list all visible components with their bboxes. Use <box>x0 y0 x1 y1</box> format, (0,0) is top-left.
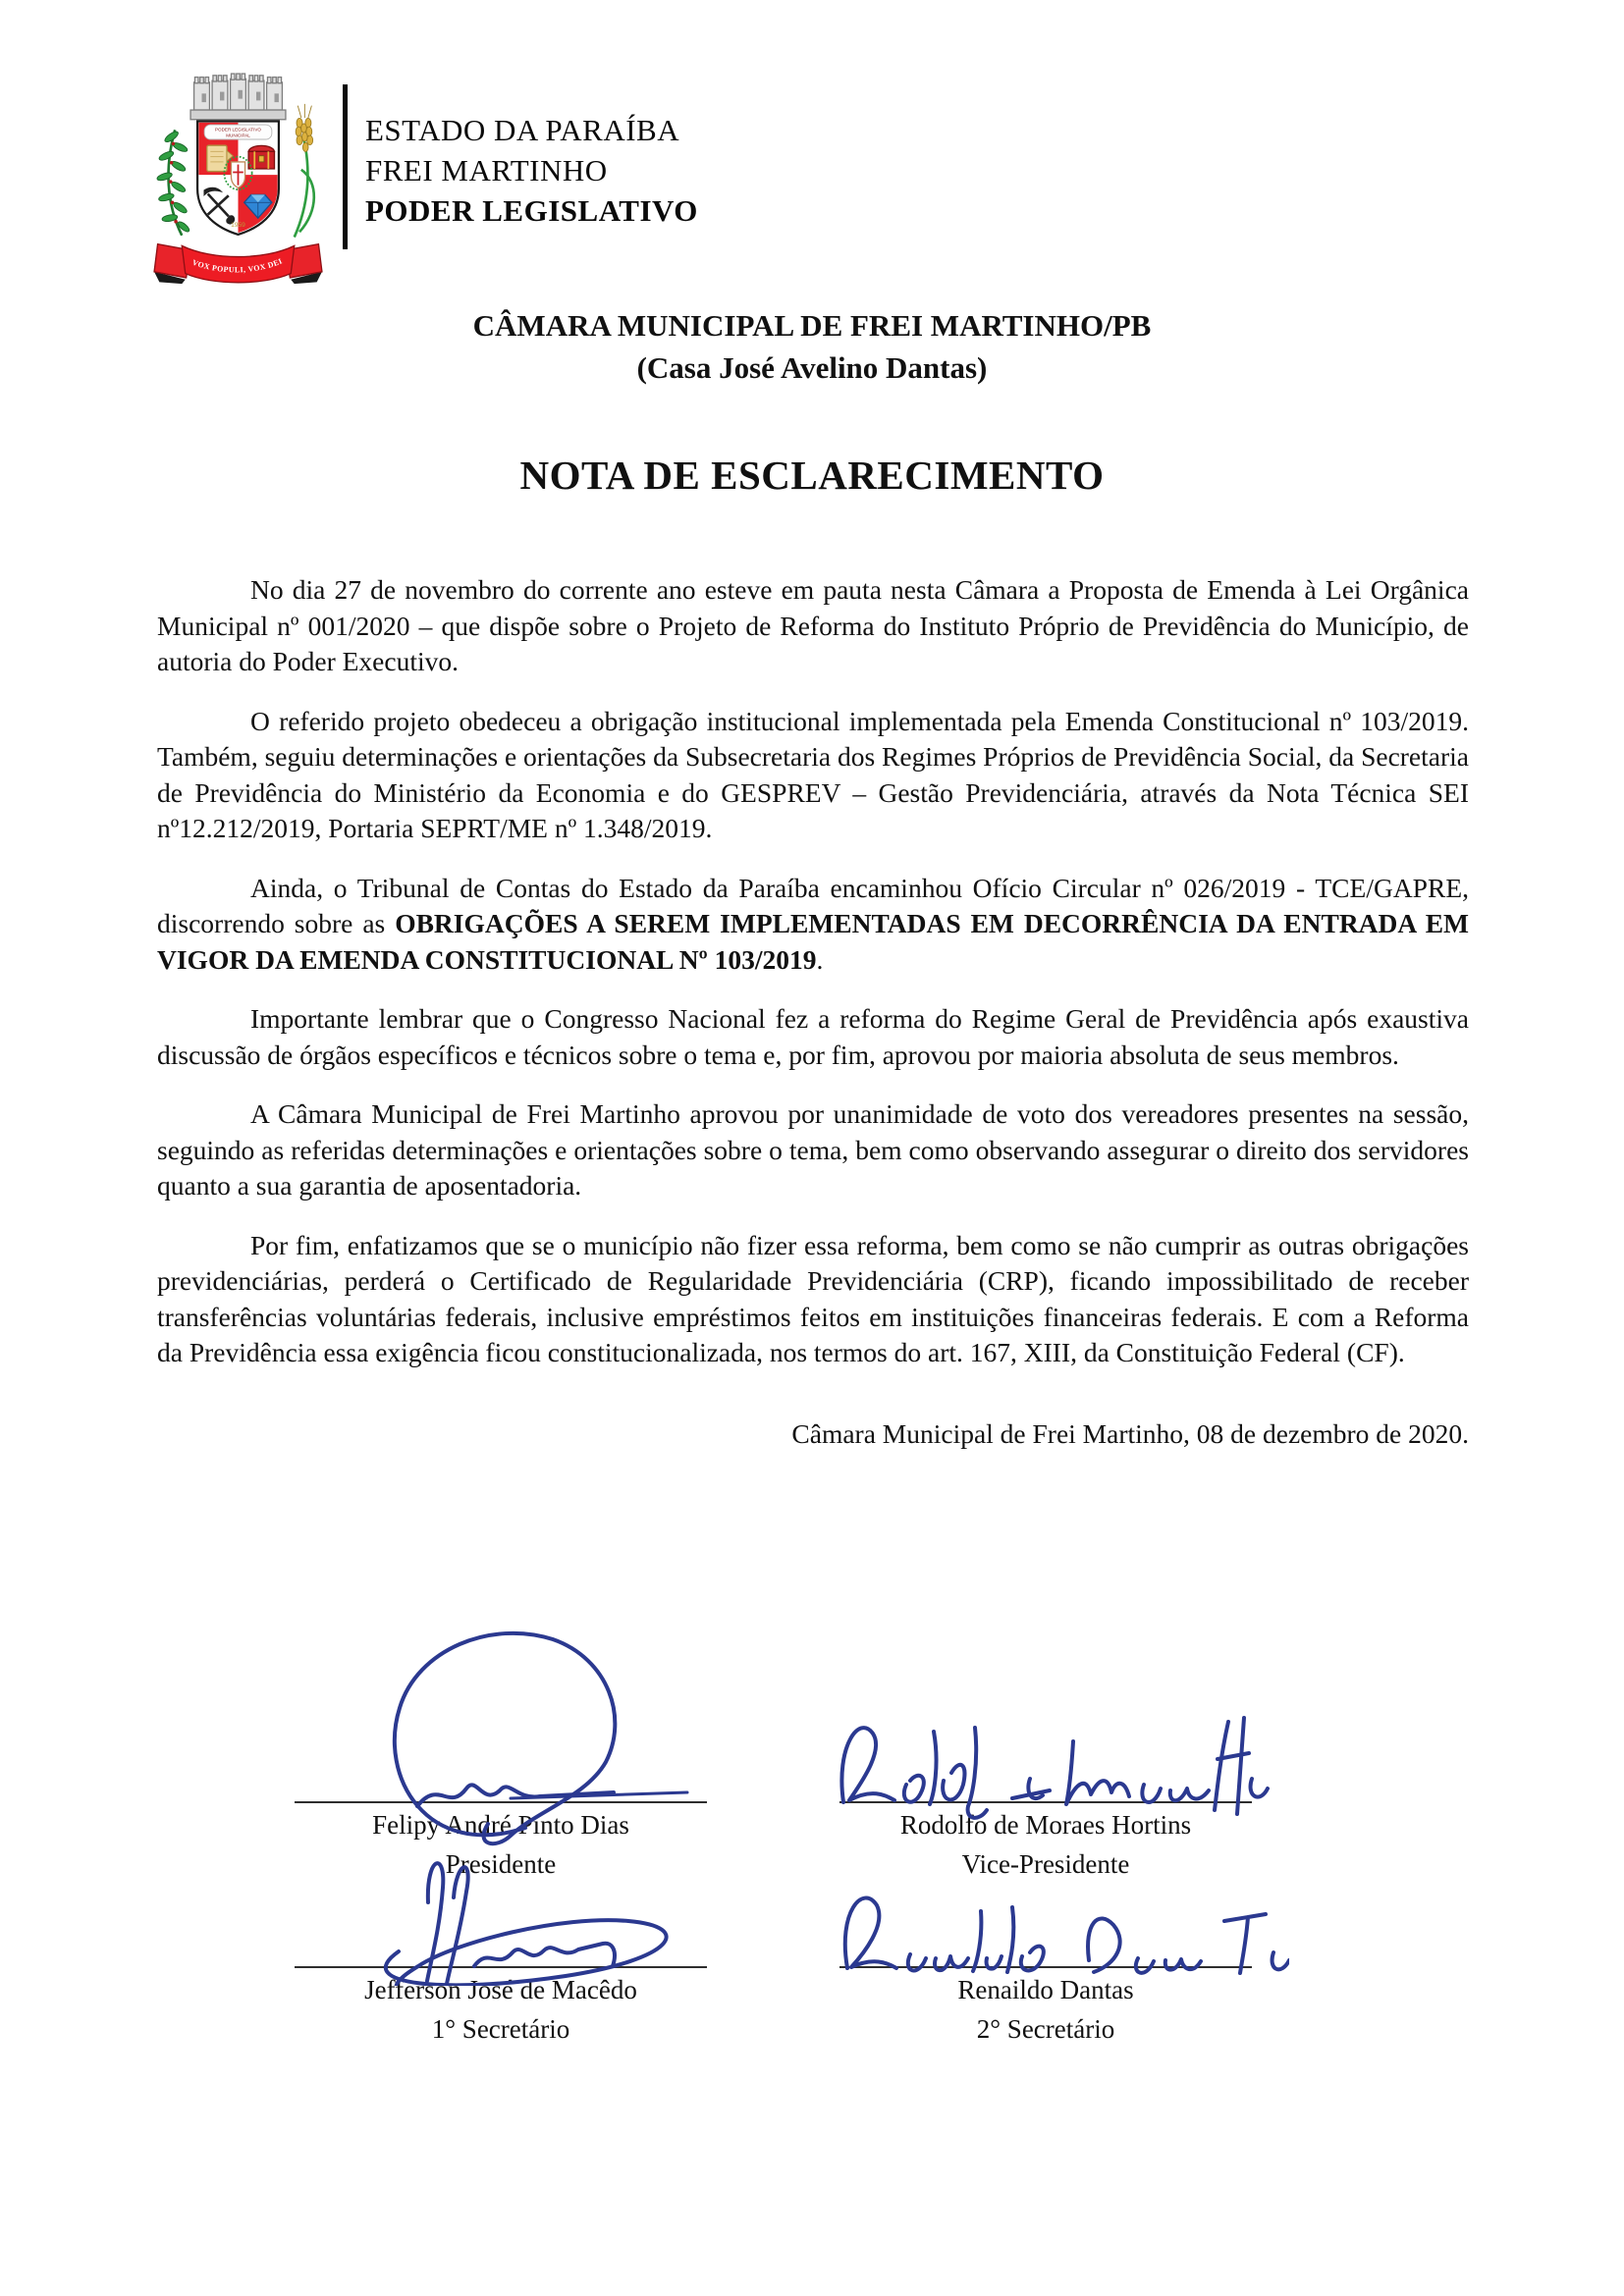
signature-block-second-secretary <box>820 1886 1272 2049</box>
signature-line <box>839 1966 1252 1968</box>
header-divider <box>343 84 348 249</box>
paragraph-3 <box>157 871 1469 979</box>
paragraph-4: Importante lembrar que o Congresso Nacional fez a reforma do Regime Geral de Previdência após exaustiva discussão de órgãos específicos e técnicos sobre o tema e, por fim, aprovou por maioria absoluta de seus membros. <box>157 1003 1469 1070</box>
crest-laurel-branch <box>156 130 190 236</box>
paragraph-2: O referido projeto obedeceu a obrigação institucional implementada pela Emenda Constitucional nº 103/2019. Também, seguiu determinações e orientações da Subsecretaria dos Regimes Próprios de Previdência Social, da Secretaria de Previdência do Ministério da Economia e do GESPREV – Gestão Previdenciária, através da Nota Técnica SEI nº12.212/2019, Portaria SEPRT/ME nº 1.348/2019. <box>157 705 1469 843</box>
letterhead-branch: PODER LEGISLATIVO <box>365 193 698 228</box>
crest-banner-line2: MUNICIPAL <box>226 133 250 138</box>
signer-role: 2° Secretário <box>976 2014 1115 2044</box>
signer-role: 1° Secretário <box>431 2014 570 2044</box>
chamber-house-name: (Casa José Avelino Dantas) <box>636 350 988 385</box>
crest-motto: VOX POPULI, VOX DEI <box>190 256 284 275</box>
paragraph-5: A Câmara Municipal de Frei Martinho aprovou por unanimidade de voto dos vereadores presentes na sessão, seguindo as referidas determinações e orientações sobre o tema, bem como observando assegurar o direito dos servidores quanto a sua garantia de aposentadoria. <box>157 1098 1469 1201</box>
letterhead-municipality: FREI MARTINHO <box>365 153 608 187</box>
paragraph-1: No dia 27 de novembro do corrente ano esteve em pauta nesta Câmara a Proposta de Emenda à Lei Orgânica Municipal nº 001/2020 – que dispõe sobre o Projeto de Reforma do Instituto Próprio de Previdência do Município, de autoria do Poder Executivo. <box>157 574 1469 676</box>
signer-role: Presidente <box>445 1849 557 1879</box>
paragraph-6: Por fim, enfatizamos que se o município não fizer essa reforma, bem como se não cumprir as outras obrigações previdenciárias, perderá o Certificado de Regularidade Previdenciária (CRP), ficando impossibilitado de receber transferências voluntárias federais, inclusive empréstimos feitos em instituições financeiras federais. E com a Reforma da Previdência essa exigência ficou constitucionalizada, nos termos do art. 167, XIII, da Constituição Federal (CF). <box>157 1229 1469 1367</box>
signature-line <box>839 1801 1252 1803</box>
paragraph-3-bold-text: OBRIGAÇÕES A SEREM IMPLEMENTADAS EM DECORRÊNCIA DA ENTRADA EM VIGOR DA EMENDA CONSTITUCIONAL Nº 103/2019 <box>157 908 1470 975</box>
crest-crown <box>190 74 286 120</box>
letterhead-state: ESTADO DA PARAÍBA <box>365 113 680 147</box>
crest-wheat <box>295 104 314 238</box>
signer-name: Felipy André Pinto Dias <box>372 1810 629 1840</box>
paragraph-3-text: Ainda, o Tribunal de Contas do Estado da Paraíba encaminhou Ofício Circular nº 026/2019 - TCE/GAPRE, discorrendo sobre as <box>157 872 1469 938</box>
crest-year: 1959 <box>231 221 245 229</box>
letterhead <box>365 110 698 231</box>
signer-name: Rodolfo de Moraes Hortins <box>899 1810 1192 1840</box>
document-body <box>157 572 1469 1452</box>
signer-name: Jefferson José de Macêdo <box>364 1975 637 2004</box>
signature-block-president <box>275 1641 727 1884</box>
signature-line <box>295 1801 707 1803</box>
paragraph-3-period: . <box>816 943 824 975</box>
signature-block-first-secretary <box>275 1886 727 2049</box>
signer-role: Vice-Presidente <box>961 1849 1130 1879</box>
place-date-line: Câmara Municipal de Frei Martinho, 08 de dezembro de 2020. <box>791 1417 1469 1449</box>
crest-chest <box>248 145 274 169</box>
crest-banner-line1: PODER LEGISLATIVO <box>215 127 261 133</box>
coat-of-arms <box>147 67 329 285</box>
signature-line <box>295 1966 707 1968</box>
crest-ribbon <box>154 244 322 285</box>
signature-block-vice-president <box>820 1641 1272 1884</box>
crest-shield <box>197 122 279 235</box>
chamber-name: CÂMARA MUNICIPAL DE FREI MARTINHO/PB <box>472 308 1152 343</box>
signer-name: Renaildo Dantas <box>957 1975 1134 2004</box>
page-title: NOTA DE ESCLARECIMENTO <box>519 453 1105 498</box>
chamber-heading <box>0 304 1624 389</box>
